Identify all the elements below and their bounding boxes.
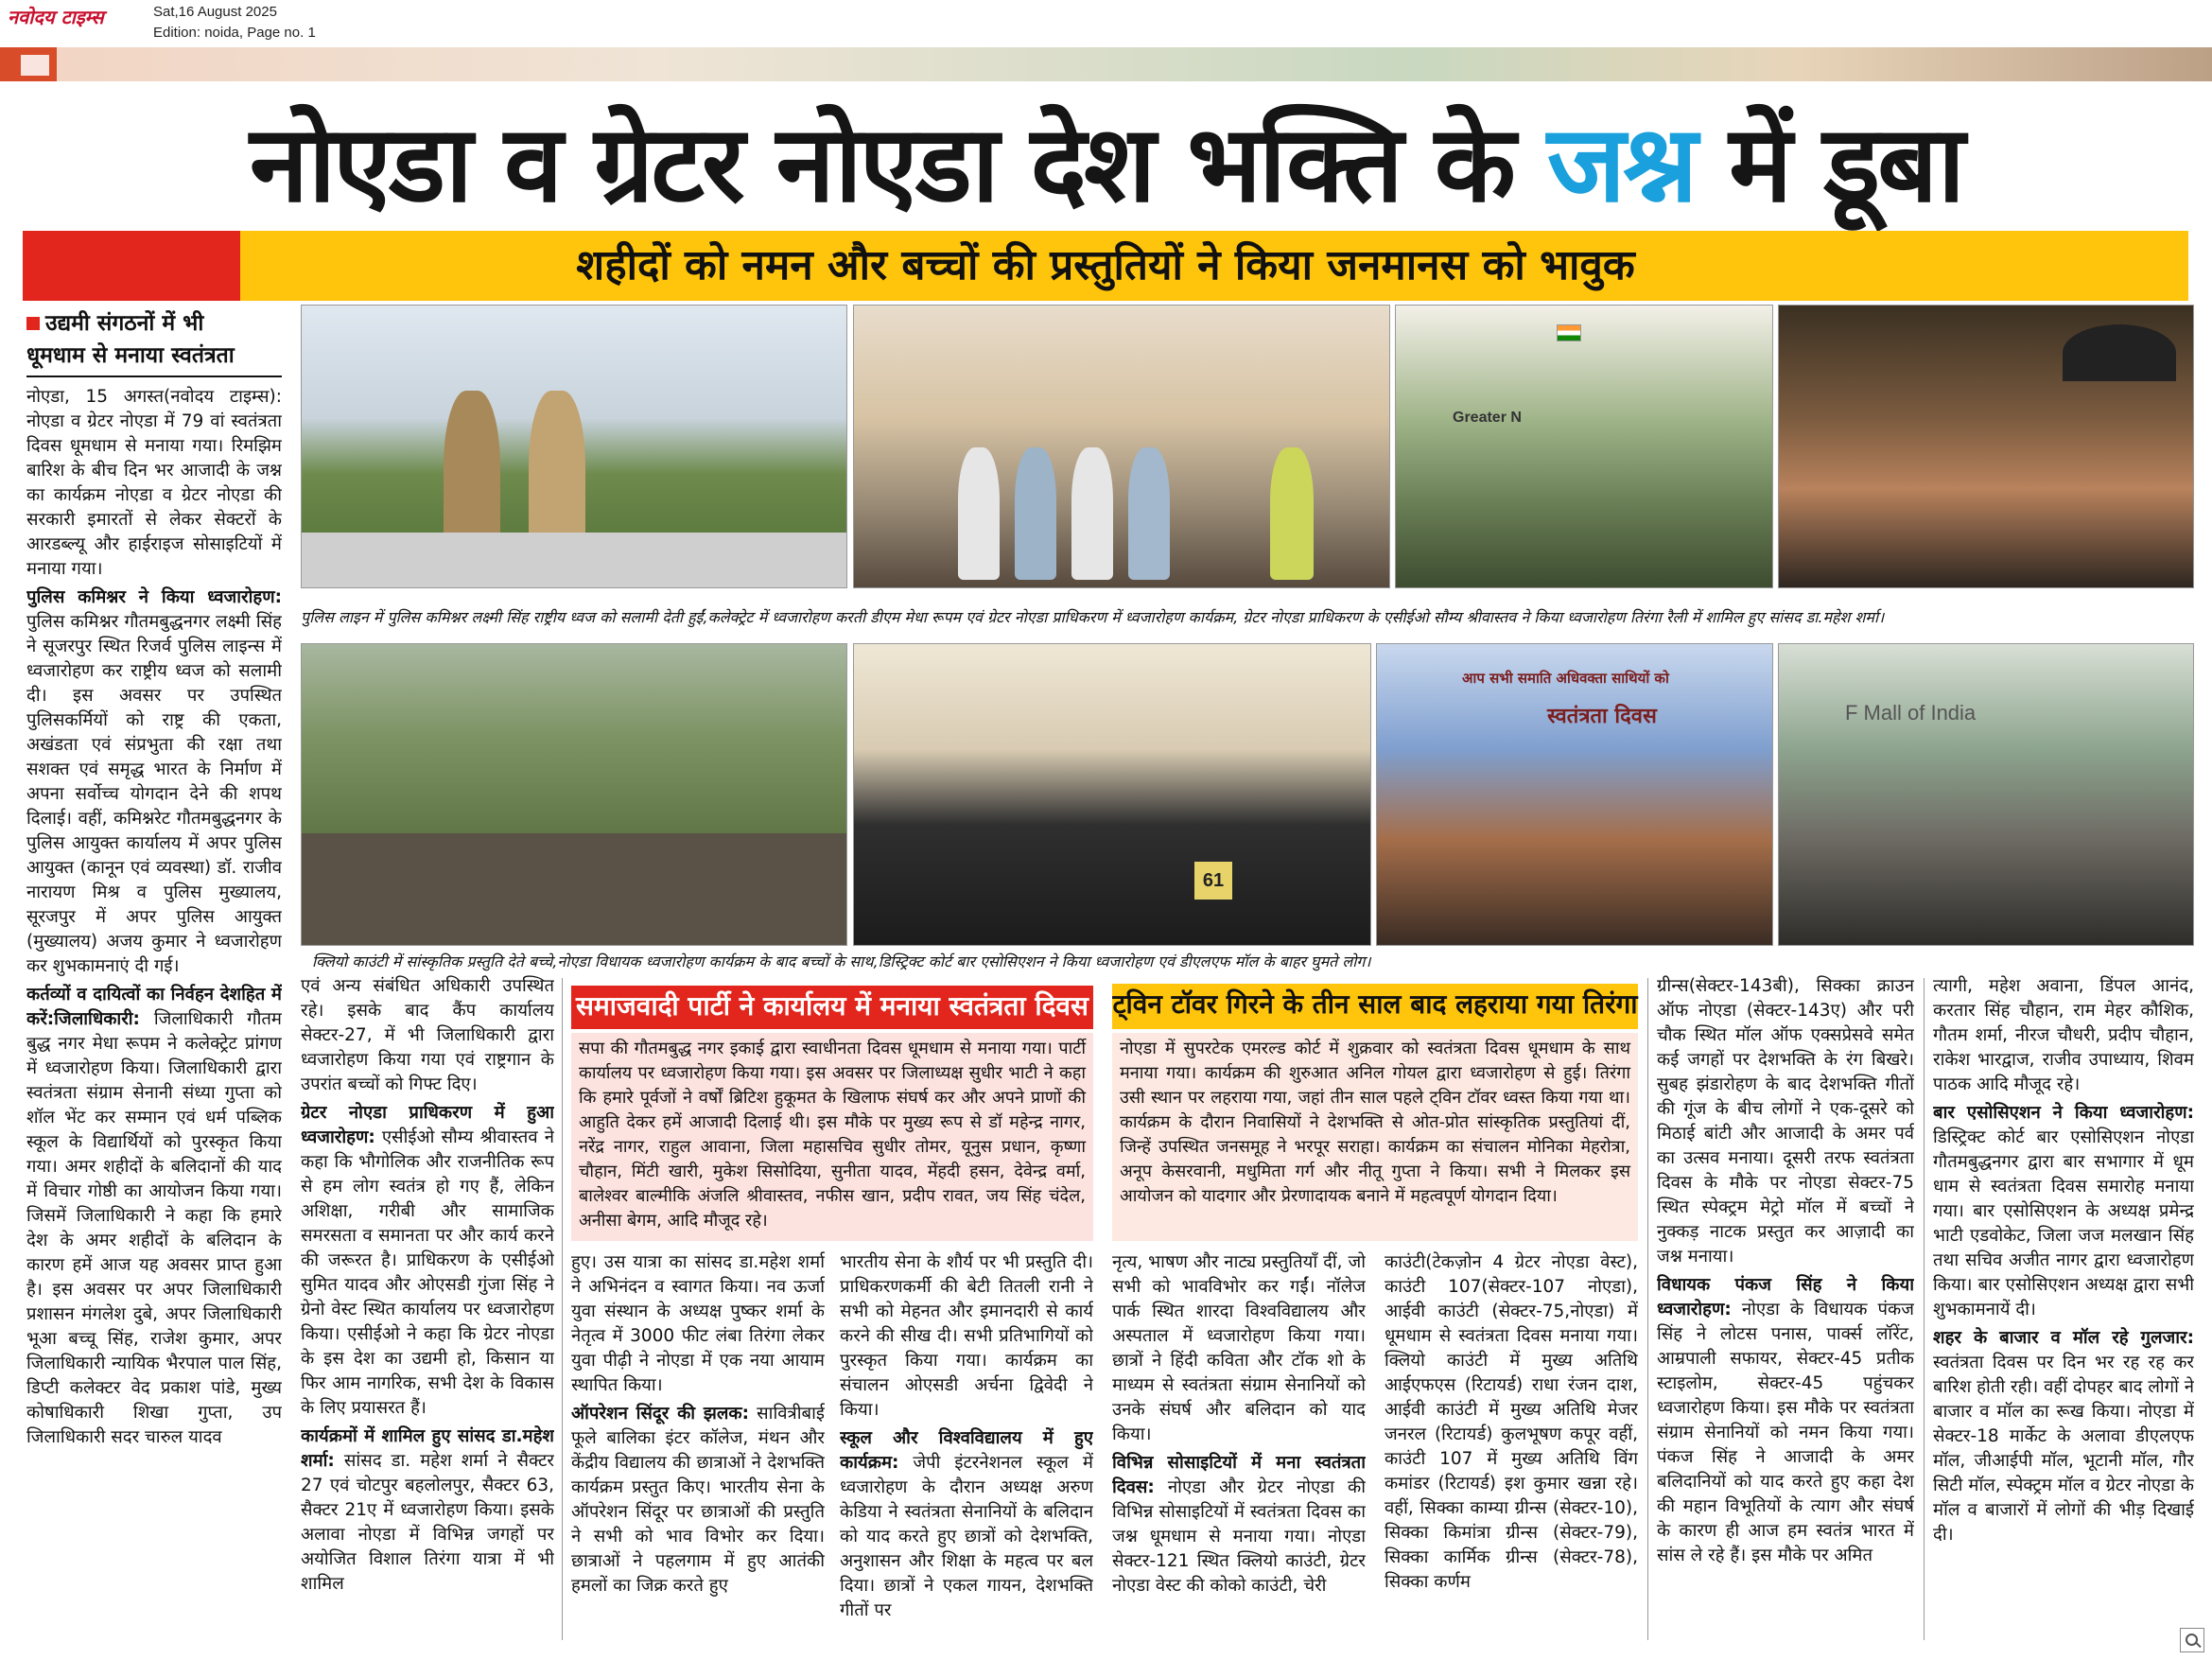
- photo-caption-row1: पुलिस लाइन में पुलिस कमिश्नर लक्ष्मी सिंह राष्ट्रीय ध्वज को सलामी देती हुईं,कलेक्ट्रेट में ध्वजारोहण करती डीएम मेधा रूपम एवं ग्रेटर नोएडा प्राधिकरण में ध्वजारोहण कार्यक्रम, ग्रेटर नोएडा प्राधिकरण के एसीईओ सौम्य श्रीवास्तव ने किया ध्वजारोहण तिरंगा रैली में शामिल हुए सांसद डा.महेश शर्मा।: [301, 608, 1885, 626]
- column-rule: [1647, 978, 1648, 1640]
- zoom-icon[interactable]: [2180, 1628, 2204, 1652]
- top-bar: [0, 0, 2212, 47]
- subheadline-bar: [23, 231, 2188, 301]
- photo-collectorate-flag[interactable]: [853, 305, 1390, 588]
- left-story-p2: पुलिस कमिश्नर ने किया ध्वजारोहण: पुलिस कमिश्नर गौतमबुद्धनगर लक्ष्मी सिंह ने सूजरपुर स्थित रिजर्व पुलिस लाइन्स में ध्वजारोहण कर राष्ट्रीय ध्वज को सलामी दी। इस अवसर पर उपस्थित पुलिसकर्मियों को राष्ट्र की एकता, अखंडता एवं संप्रभुता की रक्षा तथा सशक्त एवं समृद्ध भारत के निर्माण में अपना सर्वोच्च योगदान देने की शपथ दिलाई। वहीं, कमिश्नरेट गौतमबुद्धनगर के पुलिस आयुक्त कार्यालय में अपर पुलिस आयुक्त (कानून एवं व्यवस्था) डॉ. राजीव नारायण मिश्र व पुलिस मुख्यालय, सूरजपुर में अपर पुलिस आयुक्त (मुख्यालय) अजय कुमार ने ध्वजारोहण कर शुभकामनाएं दी गई।: [26, 587, 282, 976]
- photo-bar-association[interactable]: आप सभी समाति अधिवक्ता साथियों को स्वतंत्रता दिवस: [1376, 643, 1773, 946]
- sp-story-box: [571, 1033, 1093, 1241]
- kicker-line1: उद्यमी संगठनों में भी: [26, 307, 282, 340]
- issue-date: Sat,16 August 2025: [153, 4, 277, 20]
- photo-dlf-mall[interactable]: F Mall of India: [1778, 643, 2194, 946]
- story-col7: ग्रीन्स(सेक्टर-143बी), सिक्का क्राउन ऑफ नोएडा (सेक्टर-143ए) और परी चौक स्थित मॉल ऑफ एक्सप्रेसवे समेत कई जगहों पर देशभक्ति के रंग बिखरे। सुबह झंडारोहण के बाद देशभक्ति गीतों की गूंज के बीच लोगों ने एक-दूसरे को मिठाई बांटी और आजादी के अमर पर्व का उत्सव मनाया। दूसरी तरफ स्वतंत्रता दिवस के मौके पर नोएडा सेक्टर-75 स्थित स्पेक्ट्रम मेट्रो मॉल में बच्चों ने नुक्कड़ नाटक प्रस्तुत कर आज़ादी का जश्न मनाया। विधायक पंकज सिंह ने किया ध्वजारोहण: नोएडा के विधायक पंकज सिंह ने लोटस पनास, पार्क्स लॉरेंट, आम्रपाली सफायर, सेक्टर-45 प्रतीक स्टाइलोम, सेक्टर-45 पहुंचकर ध्वजारोहण किया। इस मौके पर स्वतंत्रता संग्राम सेनानियों को नमन किया गया। पंकज सिंह ने आजादी के अमर बलिदानियों को याद करते हुए कहा देश की महान विभूतियों के त्याग और संघर्ष के कारण ही आज हम स्वतंत्र भारत में सांस ले रहे हैं। इस मौके पर अमित: [1657, 976, 1914, 1565]
- story-col8: त्यागी, महेश अवाना, डिंपल आनंद, करतार सिंह चौहान, राम मेहर कौशिक, गौतम शर्मा, नीरज चौधरी, प्रदीप चौहान, राकेश भारद्वाज, राजीव उपाध्याय, शिवम पाठक आदि मौजूद रहे। बार एसोसिएशन ने किया ध्वजारोहण: डिस्ट्रिक्ट कोर्ट बार एसोसिएशन नोएडा गौतमबुद्धनगर द्वारा बार सभागार में धूम धाम से स्वतंत्रता दिवस समारोह मनाया गया। बार एसोसिएशन के अध्यक्ष प्रमेन्द्र भाटी एडवोकेट, जिला जज मलखान सिंह तथा सचिव अजीत नागर द्वारा ध्वजारोहण किया। बार एसोसिएशन अध्यक्ष द्वारा सभी शुभकामनायें दी। शहर के बाजार व मॉल रहे गुलजार: स्वतंत्रता दिवस पर दिन भर रह रह कर बारिश होती रही। वहीं दोपहर बाद लोगों ने बाजार व मॉल का रूख किया। नोएडा में सेक्टर-18 मार्केट के अलावा डीएलएफ मॉल, जीआईपी मॉल, भूटानी मॉल, गौर सिटी मॉल, स्पेक्ट्रम मॉल व ग्रेटर नोएडा के मॉल व बाजारों में लोगों की भीड़ दिखाई दी।: [1933, 976, 2194, 1545]
- red-square-icon: [26, 317, 40, 330]
- kicker-line2: धूमधाम से मनाया स्वतंत्रता: [26, 340, 282, 377]
- photo-mla-with-children[interactable]: 61: [853, 643, 1371, 946]
- left-story-p3: कर्तव्यों व दायित्वों का निर्वहन देशहित में करें:जिलाधिकारी: जिलाधिकारी गौतम बुद्ध नगर मेधा रूपम ने कलेक्ट्रेट प्रांगण में ध्वजारोहण किया। जिलाधिकारी द्वारा स्वतंत्रता संग्राम सेनानी संध्या गुप्ता को शॉल भेंट कर सम्मान एवं धर्म पब्लिक स्कूल के विद्यार्थियों को पुरस्कृत किया गया। अमर शहीदों के बलिदानों की याद में विचार गोष्ठी का आयोजन किया गया। जिसमें जिलाधिकारी ने कहा कि हमारे देश के अमर शहीदों के बलिदान के कारण हमें आज यह अवसर प्राप्त हुआ है। इस अवसर पर अपर जिलाधिकारी प्रशासन मंगलेश दुबे, अपर जिलाधिकारी भूआ बच्चू सिंह, राजेश कुमार, अपर जिलाधिकारी न्यायिक भैरपाल पाल सिंह, डिप्टी कलेक्टर वेद प्रकाश पांडे, मुख्य कोषाधिकारी शिखा गुप्ता, उप जिलाधिकारी सदर चारुल यादव: [26, 985, 282, 1447]
- main-headline: [0, 98, 2212, 231]
- headline-part2: में डूबा: [1695, 103, 1963, 226]
- masthead-strip: [0, 47, 2212, 81]
- photo-greater-noida-authority[interactable]: Greater N: [1395, 305, 1773, 588]
- twin-tower-box: [1112, 1033, 1638, 1241]
- story-col5: नृत्य, भाषण और नाट्य प्रस्तुतियाँ दीं, जो सभी को भावविभोर कर गईं। नॉलेज पार्क स्थित शारदा विश्वविद्यालय और अस्पताल में ध्वजारोहण किया गया। छात्रों ने हिंदी कविता और टॉक शो के माध्यम से स्वतंत्रता संग्राम सेनानियों को उनके संघर्ष और बलिदान को याद किया। विभिन्न सोसाइटियों में मना स्वतंत्रता दिवस: नोएडा और ग्रेटर नोएडा की विभिन्न सोसाइटियों में स्वतंत्रता दिवस का जश्न धूमधाम से मनाया गया। नोएडा सेक्टर-121 स्थित क्लियो काउंटी, ग्रेटर नोएडा वेस्ट की कोको काउंटी, चेरी: [1112, 1252, 1366, 1596]
- sp-story-headline: समाजवादी पार्टी ने कार्यालय में मनाया स्वतंत्रता दिवस: [571, 986, 1093, 1029]
- story-col6: काउंटी(टेकज़ोन 4 ग्रेटर नोएडा वेस्ट), काउंटी 107(सेक्टर-107 नोएडा), आईवी काउंटी (सेक्टर-75,नोएडा) में धूमधाम से स्वतंत्रता दिवस मनाया गया। क्लियो काउंटी में मुख्य अतिथि आईएफएस (रिटायर्ड) राधा रंजन दाश, आईवी काउंटी में मुख्य अतिथि मेजर जनरल (रिटायर्ड) कुलभूषण कपूर वहीं, काउंटी 107 में मुख्य अतिथि विंग कमांडर (रिटायर्ड) इश कुमार खन्ना रहे। वहीं, सिक्का काम्या ग्रीन्स (सेक्टर-10), सिक्का किमांत्रा ग्रीन्स (सेक्टर-79), सिक्का कार्मिक ग्रीन्स (सेक्टर-78), सिक्का कर्णम: [1385, 1252, 1638, 1592]
- story-col4: भारतीय सेना के शौर्य पर भी प्रस्तुति दी। प्राधिकरणकर्मी की बेटी तितली रानी ने सभी को मेहनत और इमानदारी से कार्य करने की सीख दी। सभी प्रतिभागियों को पुरस्कृत किया गया। कार्यक्रम का संचालन ओएसडी अर्चना द्विवेदी ने किया। स्कूल और विश्वविद्यालय में हुए कार्यक्रम: जेपी इंटरनेशनल स्कूल में ध्वजारोहण के दौरान अध्यक्ष अरुण केडिया ने स्वतंत्रता सेनानियों के बलिदान को याद करते हुए छात्रों को देशभक्ति, अनुशासन और शिक्षा के महत्व पर बल दिया। छात्रों ने एकल गायन, देशभक्ति गीतों पर: [840, 1252, 1093, 1620]
- twin-tower-text: नोएडा में सुपरटेक एमरल्ड कोर्ट में शुक्रवार को स्वतंत्रता दिवस धूमधाम के साथ मनाया गया। कार्यक्रम की शुरुआत अनिल गोयल द्वारा ध्वजारोहण से हुई। तिरंगा उसी स्थान पर लहराया गया, जहां तीन साल पहले ट्विन टॉवर ध्वस्त किया गया था। कार्यक्रम के दौरान निवासियों ने देशभक्ति से ओत-प्रोत सांस्कृतिक प्रस्तुतियां दीं, जिन्हें उपस्थित जनसमूह ने भरपूर सराहा। कार्यक्रम का संचालन मोनिका मेहरोत्रा, अनूप केसरवानी, मधुमिता गर्ग और नीतू गुप्ता ने किया। सभी ने मिलकर इस आयोजन को यादगार और प्रेरणादायक बनाने में महत्वपूर्ण योगदान दिया।: [1120, 1039, 1630, 1206]
- column-rule: [562, 978, 563, 1640]
- headline-part1: नोएडा व ग्रेटर नोएडा देश भक्ति के: [249, 103, 1547, 226]
- subheadline: शहीदों को नमन और बच्चों की प्रस्तुतियों ने किया जनमानस को भावुक: [576, 241, 1635, 289]
- story-col2: एवं अन्य संबंधित अधिकारी उपस्थित रहे। इसके बाद कैंप कार्यालय सेक्टर-27, में भी जिलाधिकारी द्वारा ध्वजारोहण किया गया एवं राष्ट्रगान के उपरांत बच्चों को गिफ्ट दिए। ग्रेटर नोएडा प्राधिकरण में हुआ ध्वजारोहण: एसीईओ सौम्य श्रीवास्तव ने कहा कि भौगोलिक और राजनीतिक रूप से हम लोग स्वतंत्र हो गए हैं, लेकिन अशिक्षा, गरीबी और सामाजिक समरसता व समानता पर और कार्य करने की जरूरत है। प्राधिकरण के एसीईओ सुमित यादव और ओएसडी गुंजा सिंह ने ग्रेनो वेस्ट स्थित कार्यालय पर ध्वजारोहण किया। एसीईओ ने कहा कि ग्रेटर नोएडा के इस देश का उद्यमी हो, किसान या फिर आम नागरिक, सभी देश के विकास के लिए प्रयासरत हैं। कार्यक्रमों में शामिल हुए सांसद डा.महेश शर्मा: सांसद डा. महेश शर्मा ने सैक्टर 27 एवं चोटपुर बहलोलपुर, सैक्टर 63, सैक्टर 21ए में ध्वजारोहण किया। इसके अलावा नोएडा में विभिन्न जगहों पर अयोजित विशाल तिरंगा यात्रा में भी शामिल: [301, 976, 554, 1594]
- masthead-mark: [21, 55, 49, 76]
- left-story-p1: नोएडा, 15 अगस्त(नवोदय टाइम्स): नोएडा व ग्रेटर नोएडा में 79 वां स्वतंत्रता दिवस धूमधाम से मनाया गया। रिमझिम बारिश के बीच दिन भर आजादी के जश्न का कार्यक्रम नोएडा व ग्रेटर नोएडा की सरकारी इमारतों से लेकर सेक्टरों के आरडब्ल्यू और हाईराइज सोसाइटियों में मनाया गया।: [26, 387, 282, 579]
- photo-caption-row2: क्लियो काउंटी में सांस्कृतिक प्रस्तुति देते बच्चे,नोएडा विधायक ध्वजारोहण कार्यक्रम के बाद बच्चों के साथ,डिस्ट्रिक्ट कोर्ट बार एसोसिएशन ने किया ध्वजारोहण एवं डीएलएफ मॉल के बाहर घुमते लोग।: [312, 952, 1371, 970]
- newspaper-logo[interactable]: नवोदय टाइम्स: [8, 6, 104, 28]
- photo-tiranga-rally[interactable]: [1778, 305, 2194, 588]
- twin-tower-headline: ट्विन टॉवर गिरने के तीन साल बाद लहराया गया तिरंगा: [1112, 984, 1638, 1029]
- left-story: [26, 307, 282, 1651]
- column-rule: [1924, 978, 1925, 1640]
- photo-police-salute[interactable]: [301, 305, 847, 588]
- headline-highlight: जश्न: [1546, 103, 1696, 226]
- edition-info: Edition: noida, Page no. 1: [153, 25, 316, 41]
- sp-story-text: सपा की गौतमबुद्ध नगर इकाई द्वारा स्वाधीनता दिवस धूमधाम से मनाया गया। पार्टी कार्यालय पर ध्वजारोहण किया गया। इस अवसर पर जिलाध्यक्ष सुधीर भाटी ने कहा कि हमारे पूर्वजों ने वर्षों ब्रिटिश हुकूमत के खिलाफ संघर्ष कर और अपने प्राणों की आहुति देकर हमें आजादी दिलाई थी। इस मौके पर मुख्य रूप से डॉ महेन्द्र नागर, नरेंद्र नागर, राहुल आवाना, जिला महासचिव सुधीर तोमर, यूनुस प्रधान, कृष्णा चौहान, मिंटी खारी, मुकेश सिसोदिया, सुनीता यादव, मेंहदी हसन, देवेन्द्र वर्मा, बालेश्वर बाल्मीकि अंजलि श्रीवास्तव, नफीस खान, प्रदीप रावत, जय सिंह चंदेल, अनीसा बेगम, आदि मौजूद रहे।: [579, 1039, 1086, 1231]
- story-col3: हुए। उस यात्रा का सांसद डा.महेश शर्मा ने अभिनंदन व स्वागत किया। नव ऊर्जा युवा संस्थान के अध्यक्ष पुष्कर शर्मा के नेतृत्व में 3000 फीट लंबा तिरंगा लेकर युवा पीढ़ी ने नोएडा में एक नया आयाम स्थापित किया। ऑपरेशन सिंदूर की झलक: सावित्रीबाई फूले बालिका इंटर कॉलेज, मंथन और केंद्रीय विद्यालय की छात्राओं ने देशभक्ति कार्यक्रम प्रस्तुत किए। भारतीय सेना के ऑपरेशन सिंदूर पर छात्राओं की प्रस्तुति ने सभी को भाव विभोर कर दिया। छात्राओं ने पहलगाम में हुए आतंकी हमलों का जिक्र करते हुए: [571, 1252, 825, 1596]
- photo-cleo-county[interactable]: [301, 643, 847, 946]
